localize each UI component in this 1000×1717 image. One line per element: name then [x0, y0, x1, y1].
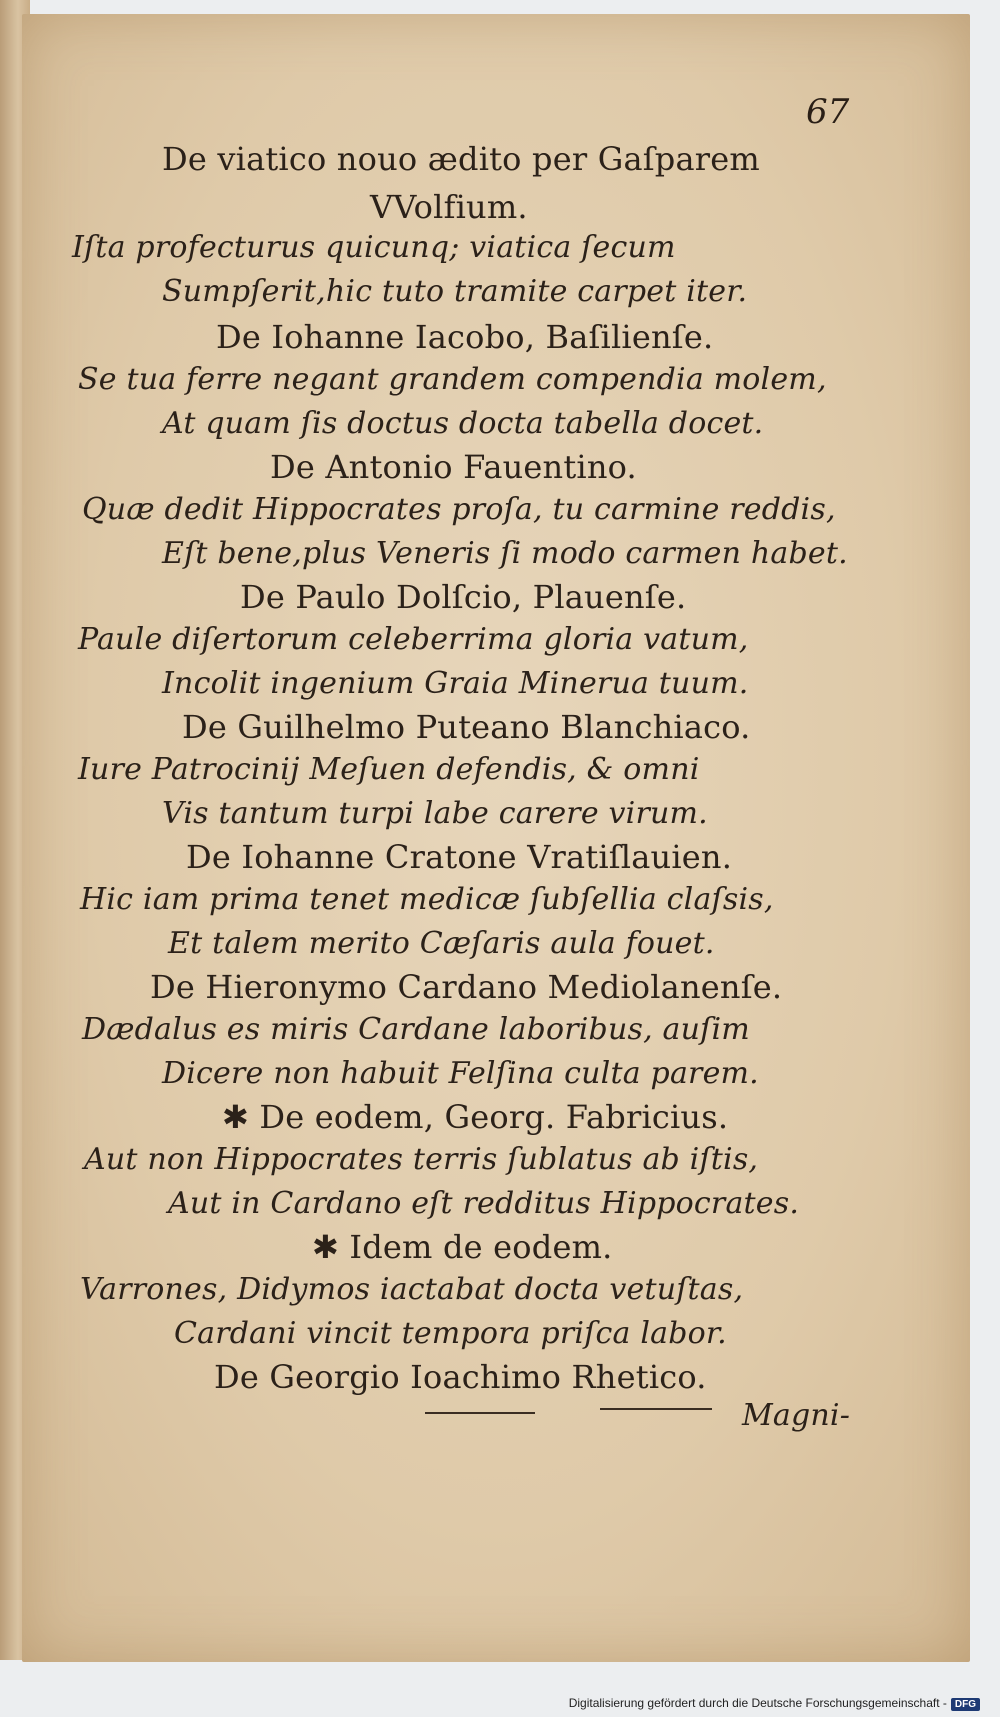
verse-line: Eſt bene,plus Veneris ſi modo carmen habet.: [162, 536, 848, 571]
verse-line: Incolit ingenium Graia Minerua tuum.: [162, 666, 749, 701]
verse-line: Quæ dedit Hippocrates proſa, tu carmine reddis,: [82, 492, 836, 527]
footer-credit-text: Digitalisierung gefördert durch die Deutsche Forschungsgemeinschaft -: [568, 1696, 947, 1710]
verse-line: Varrones, Didymos iactabat docta vetuſtas,: [80, 1272, 744, 1307]
poem-heading: De Iohanne Cratone Vratiſlauien.: [186, 838, 733, 876]
verse-line: Hic iam prima tenet medicæ ſubſellia claſsis,: [80, 882, 774, 917]
poem-heading: De Guilhelmo Puteano Blanchiaco.: [182, 708, 751, 746]
verse-line: Aut non Hippocrates terris ſublatus ab iſtis,: [84, 1142, 759, 1177]
verse-line: Sumpſerit,hic tuto tramite carpet iter.: [162, 274, 748, 309]
poem-heading: De Hieronymo Cardano Mediolanenſe.: [150, 968, 783, 1006]
page-number: 67: [806, 92, 850, 132]
poem-heading: VVolfium.: [370, 188, 528, 226]
verse-line: Iſta profecturus quicunq; viatica ſecum: [72, 230, 676, 265]
dfg-logo: DFG: [951, 1698, 980, 1711]
poem-heading: De Paulo Dolſcio, Plauenſe.: [240, 578, 687, 616]
verse-line: Paule diſertorum celeberrima gloria vatum,: [78, 622, 749, 657]
verse-line: Vis tantum turpi labe carere virum.: [162, 796, 708, 831]
verse-line: Dædalus es miris Cardane laboribus, auſim: [82, 1012, 750, 1047]
verse-line: Iure Patrocinij Meſuen defendis, & omni: [78, 752, 700, 787]
verse-line: Et talem merito Cæſaris aula fouet.: [168, 926, 715, 961]
decorative-rule-right: [600, 1408, 712, 1410]
verse-line: Cardani vincit tempora priſca labor.: [174, 1316, 727, 1351]
footer-credit: [569, 1696, 980, 1711]
poem-heading: De Iohanne Iacobo, Baſilienſe.: [216, 318, 714, 356]
verse-line: Se tua ferre negant grandem compendia molem,: [78, 362, 827, 397]
verse-line: Dicere non habuit Felſina culta parem.: [162, 1056, 759, 1091]
poem-heading: De viatico nouo ædito per Gaſparem: [162, 140, 760, 178]
decorative-rule-left: [425, 1412, 535, 1414]
verse-line: At quam ſis doctus docta tabella docet.: [162, 406, 764, 441]
verse-line: Aut in Cardano eſt redditus Hippocrates.: [168, 1186, 800, 1221]
poem-heading: ✱ Idem de eodem.: [312, 1228, 613, 1266]
catchword: Magni-: [742, 1398, 851, 1433]
poem-heading: De Georgio Ioachimo Rhetico.: [214, 1358, 707, 1396]
poem-heading: ✱ De eodem, Georg. Fabricius.: [222, 1098, 729, 1136]
poem-heading: De Antonio Fauentino.: [270, 448, 637, 486]
